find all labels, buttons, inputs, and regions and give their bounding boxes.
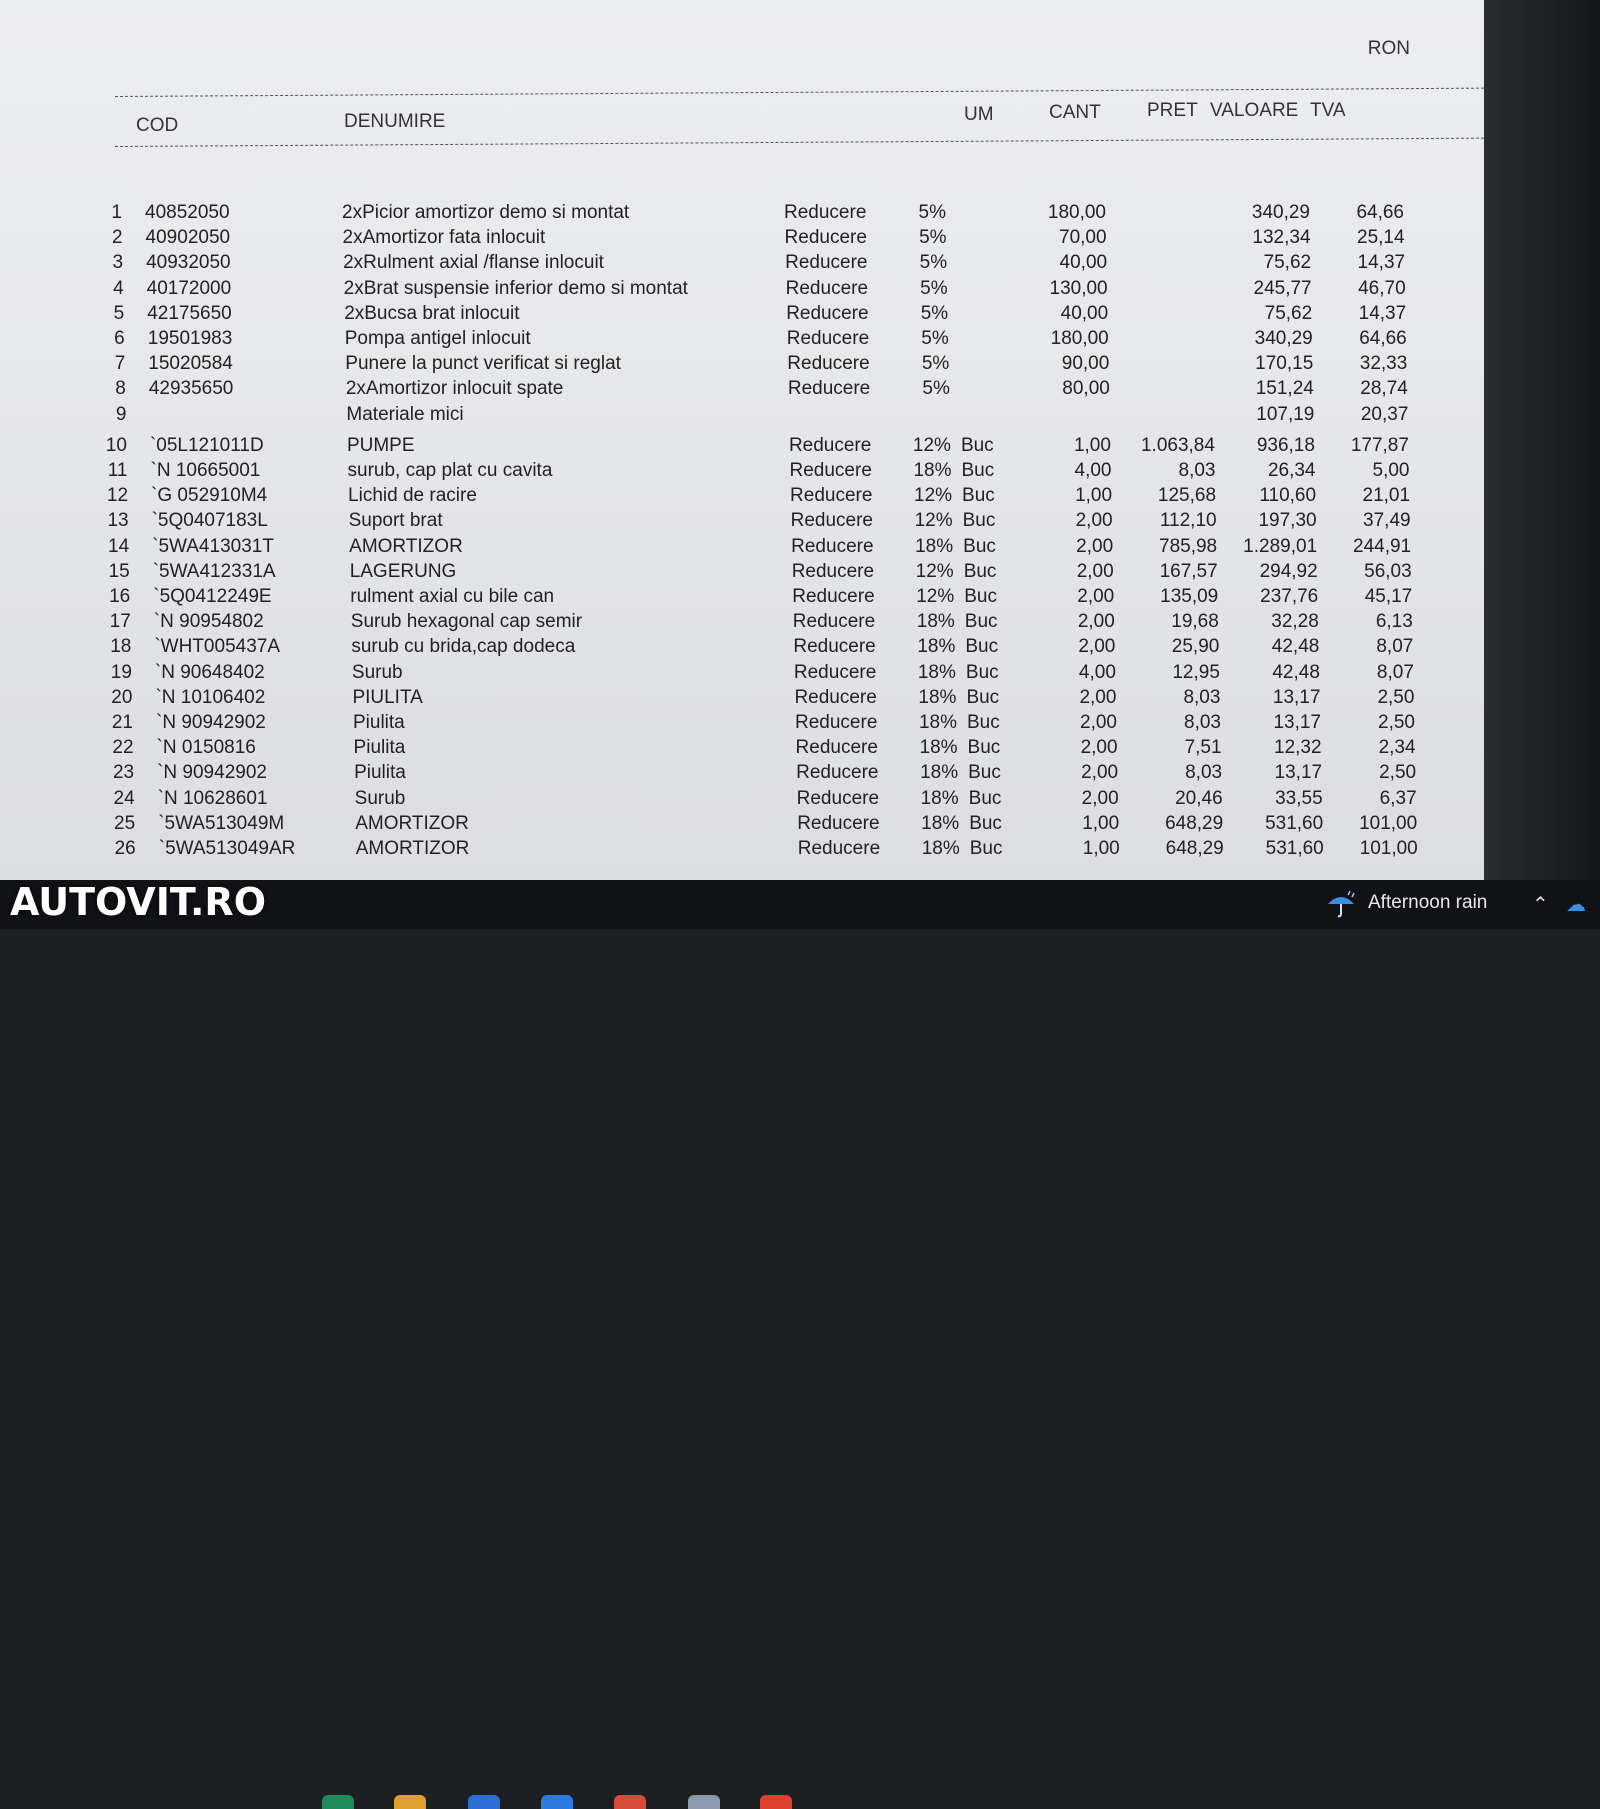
cell-reducere: Reducere <box>786 302 869 324</box>
cell-cant: 2,00 <box>1076 535 1114 557</box>
cell-procent: 18% <box>920 762 959 784</box>
cell-cod: `N 10628601 <box>157 787 268 809</box>
cell-tva: 101,00 <box>1359 838 1418 859</box>
cell-um: Buc <box>965 661 999 683</box>
cell-tva: 32,33 <box>1359 353 1408 375</box>
cell-valoare: 32,28 <box>1271 611 1319 633</box>
cell-nr: 18 <box>110 636 132 658</box>
cell-pret: 1.063,84 <box>1140 434 1215 456</box>
cell-um: Buc <box>964 586 997 607</box>
cell-cant: 4,00 <box>1078 661 1116 683</box>
header-rule-bottom <box>115 138 1484 147</box>
cell-cant: 2,00 <box>1080 712 1117 733</box>
cell-reducere: Reducere <box>784 202 867 223</box>
cell-cant: 180,00 <box>1047 202 1106 223</box>
cell-procent: 5% <box>922 378 950 400</box>
cell-nr: 12 <box>106 485 129 507</box>
cell-cod: 40932050 <box>146 252 231 274</box>
cell-nr: 25 <box>114 812 136 834</box>
watermark-logo: AUTOVIT.RO <box>10 880 266 924</box>
cell-procent: 18% <box>920 787 959 809</box>
cell-pret: 648,29 <box>1165 838 1224 859</box>
cell-denumire: rulment axial cu bile can <box>350 586 555 607</box>
cell-cod: `WHT005437A <box>154 636 281 658</box>
cell-cod: `N 90942902 <box>156 712 266 733</box>
cell-tva: 8,07 <box>1376 636 1414 658</box>
cell-nr: 6 <box>114 328 125 349</box>
cell-cant: 2,00 <box>1077 611 1115 633</box>
cell-valoare: 110,60 <box>1259 485 1317 507</box>
cell-procent: 5% <box>919 252 948 274</box>
cell-nr: 9 <box>115 403 127 425</box>
app-icon[interactable] <box>541 1795 573 1809</box>
cell-cant: 40,00 <box>1059 252 1108 274</box>
cell-procent: 18% <box>917 636 956 658</box>
cell-procent: 18% <box>917 661 956 683</box>
cell-procent: 5% <box>918 202 946 223</box>
cell-procent: 18% <box>919 737 958 759</box>
cell-reducere: Reducere <box>787 353 870 375</box>
cell-procent: 5% <box>920 277 948 299</box>
cell-valoare: 26,34 <box>1267 460 1316 481</box>
app-icon[interactable] <box>688 1795 720 1809</box>
cell-nr: 4 <box>113 277 124 299</box>
cell-reducere: Reducere <box>797 838 881 859</box>
col-header-um: UM <box>964 104 994 125</box>
cell-cant: 2,00 <box>1080 737 1118 759</box>
cell-valoare: 245,77 <box>1253 277 1312 299</box>
cell-reducere: Reducere <box>793 636 876 658</box>
cell-um: Buc <box>966 686 1000 708</box>
cell-nr: 26 <box>114 838 136 859</box>
cell-procent: 18% <box>918 686 957 708</box>
cell-nr: 10 <box>105 434 127 456</box>
cell-cant: 90,00 <box>1061 353 1110 375</box>
cell-tva: 5,00 <box>1372 460 1410 481</box>
cell-cod: 40852050 <box>145 202 230 223</box>
table-row <box>0 301 1484 327</box>
cell-cant: 180,00 <box>1050 328 1109 349</box>
cell-um: Buc <box>962 510 996 532</box>
cell-procent: 12% <box>914 485 953 507</box>
col-header-cod: COD <box>136 115 179 136</box>
table-row <box>0 660 1484 686</box>
cell-pret: 7,51 <box>1184 737 1222 759</box>
col-header-valoare: VALOARE <box>1210 100 1299 121</box>
cell-reducere: Reducere <box>787 378 871 400</box>
cell-pret: 8,03 <box>1185 762 1223 784</box>
cell-pret: 20,46 <box>1175 787 1223 809</box>
cell-cod: `N 0150816 <box>156 737 256 759</box>
cell-cod: `N 10106402 <box>155 686 266 708</box>
cell-nr: 21 <box>111 712 133 733</box>
cell-cant: 130,00 <box>1049 277 1108 299</box>
cell-cod: `05L121011D <box>149 434 264 456</box>
cell-cod: 40902050 <box>145 227 231 249</box>
weather-text: Afternoon rain <box>1368 892 1488 913</box>
cell-valoare: 42,48 <box>1271 636 1320 658</box>
cell-pret: 112,10 <box>1159 510 1217 532</box>
cell-valoare: 33,55 <box>1275 787 1323 809</box>
cell-tva: 28,74 <box>1360 378 1408 400</box>
cell-nr: 22 <box>112 737 134 759</box>
cell-pret: 785,98 <box>1159 535 1218 557</box>
cell-nr: 8 <box>115 378 126 400</box>
cell-nr: 11 <box>107 460 128 481</box>
cell-valoare: 294,92 <box>1259 560 1318 582</box>
cell-denumire: LAGERUNG <box>349 560 457 582</box>
cell-valoare: 107,19 <box>1256 403 1315 425</box>
cell-valoare: 936,18 <box>1256 434 1315 456</box>
cell-denumire: Suport brat <box>348 510 443 532</box>
cell-reducere: Reducere <box>786 328 870 349</box>
col-header-pret: PRET <box>1147 100 1198 121</box>
table-row <box>0 250 1484 276</box>
cell-cant: 1,00 <box>1082 812 1120 834</box>
cell-cant: 4,00 <box>1074 460 1112 481</box>
col-header-cant: CANT <box>1049 102 1101 123</box>
cell-nr: 23 <box>112 762 135 784</box>
invoice-screen <box>0 0 1484 880</box>
cell-nr: 1 <box>111 202 122 223</box>
cell-tva: 45,17 <box>1364 586 1413 607</box>
cell-cod: `N 90942902 <box>157 762 267 784</box>
cell-procent: 5% <box>921 353 950 375</box>
cell-denumire: Punere la punct verificat si reglat <box>345 353 621 375</box>
table-row <box>0 559 1484 585</box>
cell-tva: 6,13 <box>1375 611 1413 633</box>
app-icon[interactable] <box>614 1795 646 1809</box>
cell-cod: `G 052910M4 <box>151 485 268 507</box>
cell-reducere: Reducere <box>791 560 875 582</box>
cell-denumire: AMORTIZOR <box>355 838 470 859</box>
cell-tva: 64,66 <box>1359 328 1407 349</box>
cell-um: Buc <box>969 812 1002 834</box>
cell-procent: 18% <box>918 712 957 733</box>
cell-pret: 19,68 <box>1171 611 1219 633</box>
header-rule-top <box>115 88 1484 97</box>
table-row <box>0 786 1484 812</box>
cell-cod: 19501983 <box>147 328 233 349</box>
app-icon[interactable] <box>468 1795 500 1809</box>
cell-cant: 2,00 <box>1077 586 1115 607</box>
currency-label: RON <box>1367 38 1410 59</box>
cell-valoare: 340,29 <box>1251 202 1310 223</box>
table-row <box>0 276 1484 302</box>
cell-nr: 14 <box>108 535 130 557</box>
table-row <box>0 225 1484 251</box>
cell-nr: 16 <box>109 586 131 607</box>
cell-pret: 25,90 <box>1171 636 1220 658</box>
cell-reducere: Reducere <box>795 737 878 759</box>
cell-cant: 2,00 <box>1075 510 1113 532</box>
cell-cod: 40172000 <box>146 277 232 299</box>
cell-procent: 12% <box>912 434 951 456</box>
cell-um: Buc <box>962 485 995 507</box>
cell-tva: 6,37 <box>1379 787 1417 809</box>
cell-reducere: Reducere <box>796 787 880 809</box>
cell-nr: 7 <box>114 353 126 375</box>
cell-valoare: 75,62 <box>1264 302 1313 324</box>
cell-denumire: Lichid de racire <box>348 485 477 507</box>
cell-nr: 2 <box>111 227 123 249</box>
cell-denumire: Pompa antigel inlocuit <box>344 328 531 349</box>
cell-reducere: Reducere <box>795 712 878 733</box>
cell-cant: 1,00 <box>1075 485 1113 507</box>
cell-denumire: 2xRulment axial /flanse inlocuit <box>343 252 604 274</box>
cell-valoare: 170,15 <box>1255 353 1314 375</box>
table-row <box>0 402 1484 428</box>
cell-tva: 37,49 <box>1363 510 1411 532</box>
cell-nr: 17 <box>109 611 131 633</box>
table-row <box>0 351 1484 377</box>
cell-tva: 46,70 <box>1358 277 1406 299</box>
cell-valoare: 197,30 <box>1258 510 1317 532</box>
cell-cant: 2,00 <box>1078 636 1116 658</box>
cell-cant: 40,00 <box>1060 302 1109 324</box>
cell-denumire: Piulita <box>353 737 406 759</box>
cell-um: Buc <box>964 611 998 633</box>
umbrella-rain-icon <box>1324 888 1358 918</box>
cell-denumire: 2xPicior amortizor demo si montat <box>342 202 630 223</box>
cell-um: Buc <box>967 712 1000 733</box>
cell-cant: 2,00 <box>1081 787 1119 809</box>
cell-cod: 42175650 <box>147 302 232 324</box>
cell-nr: 13 <box>107 510 129 532</box>
cell-cod: `5Q0407183L <box>151 510 268 532</box>
cell-tva: 14,37 <box>1357 252 1406 274</box>
cell-cod: 15020584 <box>148 353 233 375</box>
cell-reducere: Reducere <box>784 227 867 249</box>
monitor-bezel <box>1484 0 1600 880</box>
cell-valoare: 1.289,01 <box>1243 535 1318 557</box>
table-row <box>0 735 1484 761</box>
cell-valoare: 13,17 <box>1274 762 1323 784</box>
cell-denumire: AMORTIZOR <box>355 812 469 834</box>
cell-um: Buc <box>963 560 997 582</box>
cell-nr: 15 <box>108 560 130 582</box>
cell-pret: 8,03 <box>1178 460 1216 481</box>
cell-cod: `N 90648402 <box>154 661 265 683</box>
cell-valoare: 531,60 <box>1265 812 1324 834</box>
cell-cod: `N 90954802 <box>153 611 264 633</box>
chrome-icon[interactable] <box>760 1795 792 1809</box>
cell-reducere: Reducere <box>792 586 875 607</box>
cell-tva: 8,07 <box>1376 661 1414 683</box>
cell-tva: 21,01 <box>1362 485 1411 507</box>
col-header-denumire: DENUMIRE <box>344 111 446 132</box>
cell-pret: 8,03 <box>1184 712 1221 733</box>
app-icon[interactable] <box>322 1795 354 1809</box>
cell-denumire: 2xBucsa brat inlocuit <box>344 302 520 324</box>
cell-procent: 18% <box>921 812 960 834</box>
cell-pret: 8,03 <box>1183 686 1221 708</box>
table-row <box>0 458 1484 484</box>
table-row <box>0 326 1484 352</box>
cell-reducere: Reducere <box>792 611 876 633</box>
cell-tva: 2,34 <box>1378 737 1416 759</box>
cell-um: Buc <box>963 535 996 557</box>
cell-reducere: Reducere <box>790 510 873 532</box>
cell-procent: 18% <box>916 611 955 633</box>
cell-valoare: 13,17 <box>1272 686 1321 708</box>
table-row <box>0 609 1484 635</box>
cell-denumire: Piulita <box>354 762 406 784</box>
cell-nr: 5 <box>113 302 125 324</box>
cell-procent: 12% <box>916 586 955 607</box>
cell-cod: `5WA413031T <box>152 535 274 557</box>
cell-cant: 2,00 <box>1081 762 1119 784</box>
cell-valoare: 13,17 <box>1273 712 1321 733</box>
table-row <box>0 634 1484 660</box>
cell-cant: 2,00 <box>1079 686 1117 708</box>
cell-valoare: 340,29 <box>1254 328 1313 349</box>
cell-procent: 5% <box>921 328 949 349</box>
cell-pret: 648,29 <box>1165 812 1224 834</box>
cell-pret: 167,57 <box>1159 560 1218 582</box>
cell-tva: 177,87 <box>1350 434 1409 456</box>
cell-valoare: 531,60 <box>1265 838 1324 859</box>
cell-tva: 101,00 <box>1359 812 1418 834</box>
cell-valoare: 12,32 <box>1274 737 1322 759</box>
cell-tva: 2,50 <box>1378 712 1415 733</box>
table-row <box>0 760 1484 786</box>
cell-valoare: 42,48 <box>1272 661 1320 683</box>
table-row <box>0 376 1484 402</box>
cell-um: Buc <box>968 787 1002 809</box>
cell-cod: 42935650 <box>148 378 234 400</box>
cell-um: Buc <box>968 762 1001 784</box>
cell-pret: 135,09 <box>1160 586 1219 607</box>
cell-valoare: 75,62 <box>1263 252 1312 274</box>
cell-um: Buc <box>960 434 994 456</box>
cell-valoare: 132,34 <box>1252 227 1311 249</box>
table-row <box>0 584 1484 610</box>
table-row <box>0 534 1484 560</box>
cell-denumire: 2xBrat suspensie inferior demo si montat <box>343 277 688 299</box>
cell-denumire: Piulita <box>353 712 405 733</box>
cell-denumire: PUMPE <box>346 434 415 456</box>
cell-valoare: 151,24 <box>1255 378 1314 400</box>
cell-reducere: Reducere <box>793 661 877 683</box>
table-row <box>0 508 1484 534</box>
cell-cant: 1,00 <box>1082 838 1120 859</box>
cell-denumire: Materiale mici <box>346 403 464 425</box>
table-row <box>0 200 1484 226</box>
folder-icon[interactable] <box>394 1795 426 1809</box>
cell-cod: `5WA513049M <box>158 812 285 834</box>
weather-widget[interactable] <box>1324 888 1487 918</box>
table-row <box>0 433 1484 459</box>
cell-denumire: 2xAmortizor fata inlocuit <box>342 227 546 249</box>
cell-denumire: Surub <box>354 787 406 809</box>
cell-pret: 12,95 <box>1172 661 1220 683</box>
cell-procent: 12% <box>915 560 954 582</box>
cell-reducere: Reducere <box>788 434 872 456</box>
cell-nr: 19 <box>110 661 132 683</box>
cell-procent: 5% <box>919 227 947 249</box>
cell-cod: `N 10665001 <box>150 460 261 481</box>
cell-pret: 125,68 <box>1157 485 1217 507</box>
cell-cant: 70,00 <box>1059 227 1107 249</box>
cell-tva: 244,91 <box>1353 535 1412 557</box>
chevron-up-icon[interactable]: ⌃ <box>1532 894 1549 916</box>
cell-reducere: Reducere <box>797 812 880 834</box>
cell-tva: 2,50 <box>1379 762 1417 784</box>
cell-procent: 18% <box>913 460 952 481</box>
cell-denumire: PIULITA <box>352 686 423 708</box>
cell-cod: `5Q0412249E <box>153 586 272 607</box>
cell-cod: `5WA513049AR <box>158 838 296 859</box>
cell-denumire: AMORTIZOR <box>349 535 463 557</box>
cell-um: Buc <box>961 460 995 481</box>
cell-reducere: Reducere <box>785 252 868 274</box>
cell-denumire: Surub hexagonal cap semir <box>350 611 583 633</box>
cell-um: Buc <box>969 838 1003 859</box>
cell-cant: 2,00 <box>1076 560 1114 582</box>
cell-reducere: Reducere <box>794 686 877 708</box>
table-row <box>0 710 1484 736</box>
cell-denumire: surub cu brida,cap dodeca <box>351 636 576 658</box>
cell-denumire: surub, cap plat cu cavita <box>347 460 553 481</box>
cell-tva: 14,37 <box>1358 302 1407 324</box>
cell-nr: 3 <box>112 252 124 274</box>
cell-cod: `5WA412331A <box>152 560 276 582</box>
col-header-tva: TVA <box>1310 100 1346 121</box>
cell-nr: 24 <box>113 787 135 809</box>
cell-cant: 80,00 <box>1062 378 1110 400</box>
cell-reducere: Reducere <box>790 485 873 507</box>
cell-reducere: Reducere <box>791 535 874 557</box>
cell-tva: 20,37 <box>1360 403 1409 425</box>
cell-reducere: Reducere <box>789 460 872 481</box>
table-row <box>0 685 1484 711</box>
cell-tva: 25,14 <box>1357 227 1405 249</box>
cell-procent: 18% <box>921 838 960 859</box>
cell-tva: 64,66 <box>1356 202 1404 223</box>
cell-valoare: 237,76 <box>1260 586 1319 607</box>
cell-nr: 20 <box>111 686 133 708</box>
cell-cant: 1,00 <box>1073 434 1111 456</box>
cell-denumire: Surub <box>351 661 403 683</box>
table-row <box>0 811 1484 837</box>
cell-um: Buc <box>967 737 1001 759</box>
cell-procent: 18% <box>915 535 954 557</box>
table-row <box>0 483 1484 509</box>
cell-um: Buc <box>965 636 999 658</box>
cell-tva: 2,50 <box>1377 686 1415 708</box>
cell-reducere: Reducere <box>796 762 879 784</box>
cell-procent: 5% <box>920 302 949 324</box>
cloud-icon[interactable]: ☁ <box>1566 894 1586 916</box>
cell-tva: 56,03 <box>1364 560 1412 582</box>
cell-procent: 12% <box>914 510 953 532</box>
cell-denumire: 2xAmortizor inlocuit spate <box>345 378 564 400</box>
table-row <box>0 836 1484 862</box>
cell-reducere: Reducere <box>785 277 869 299</box>
